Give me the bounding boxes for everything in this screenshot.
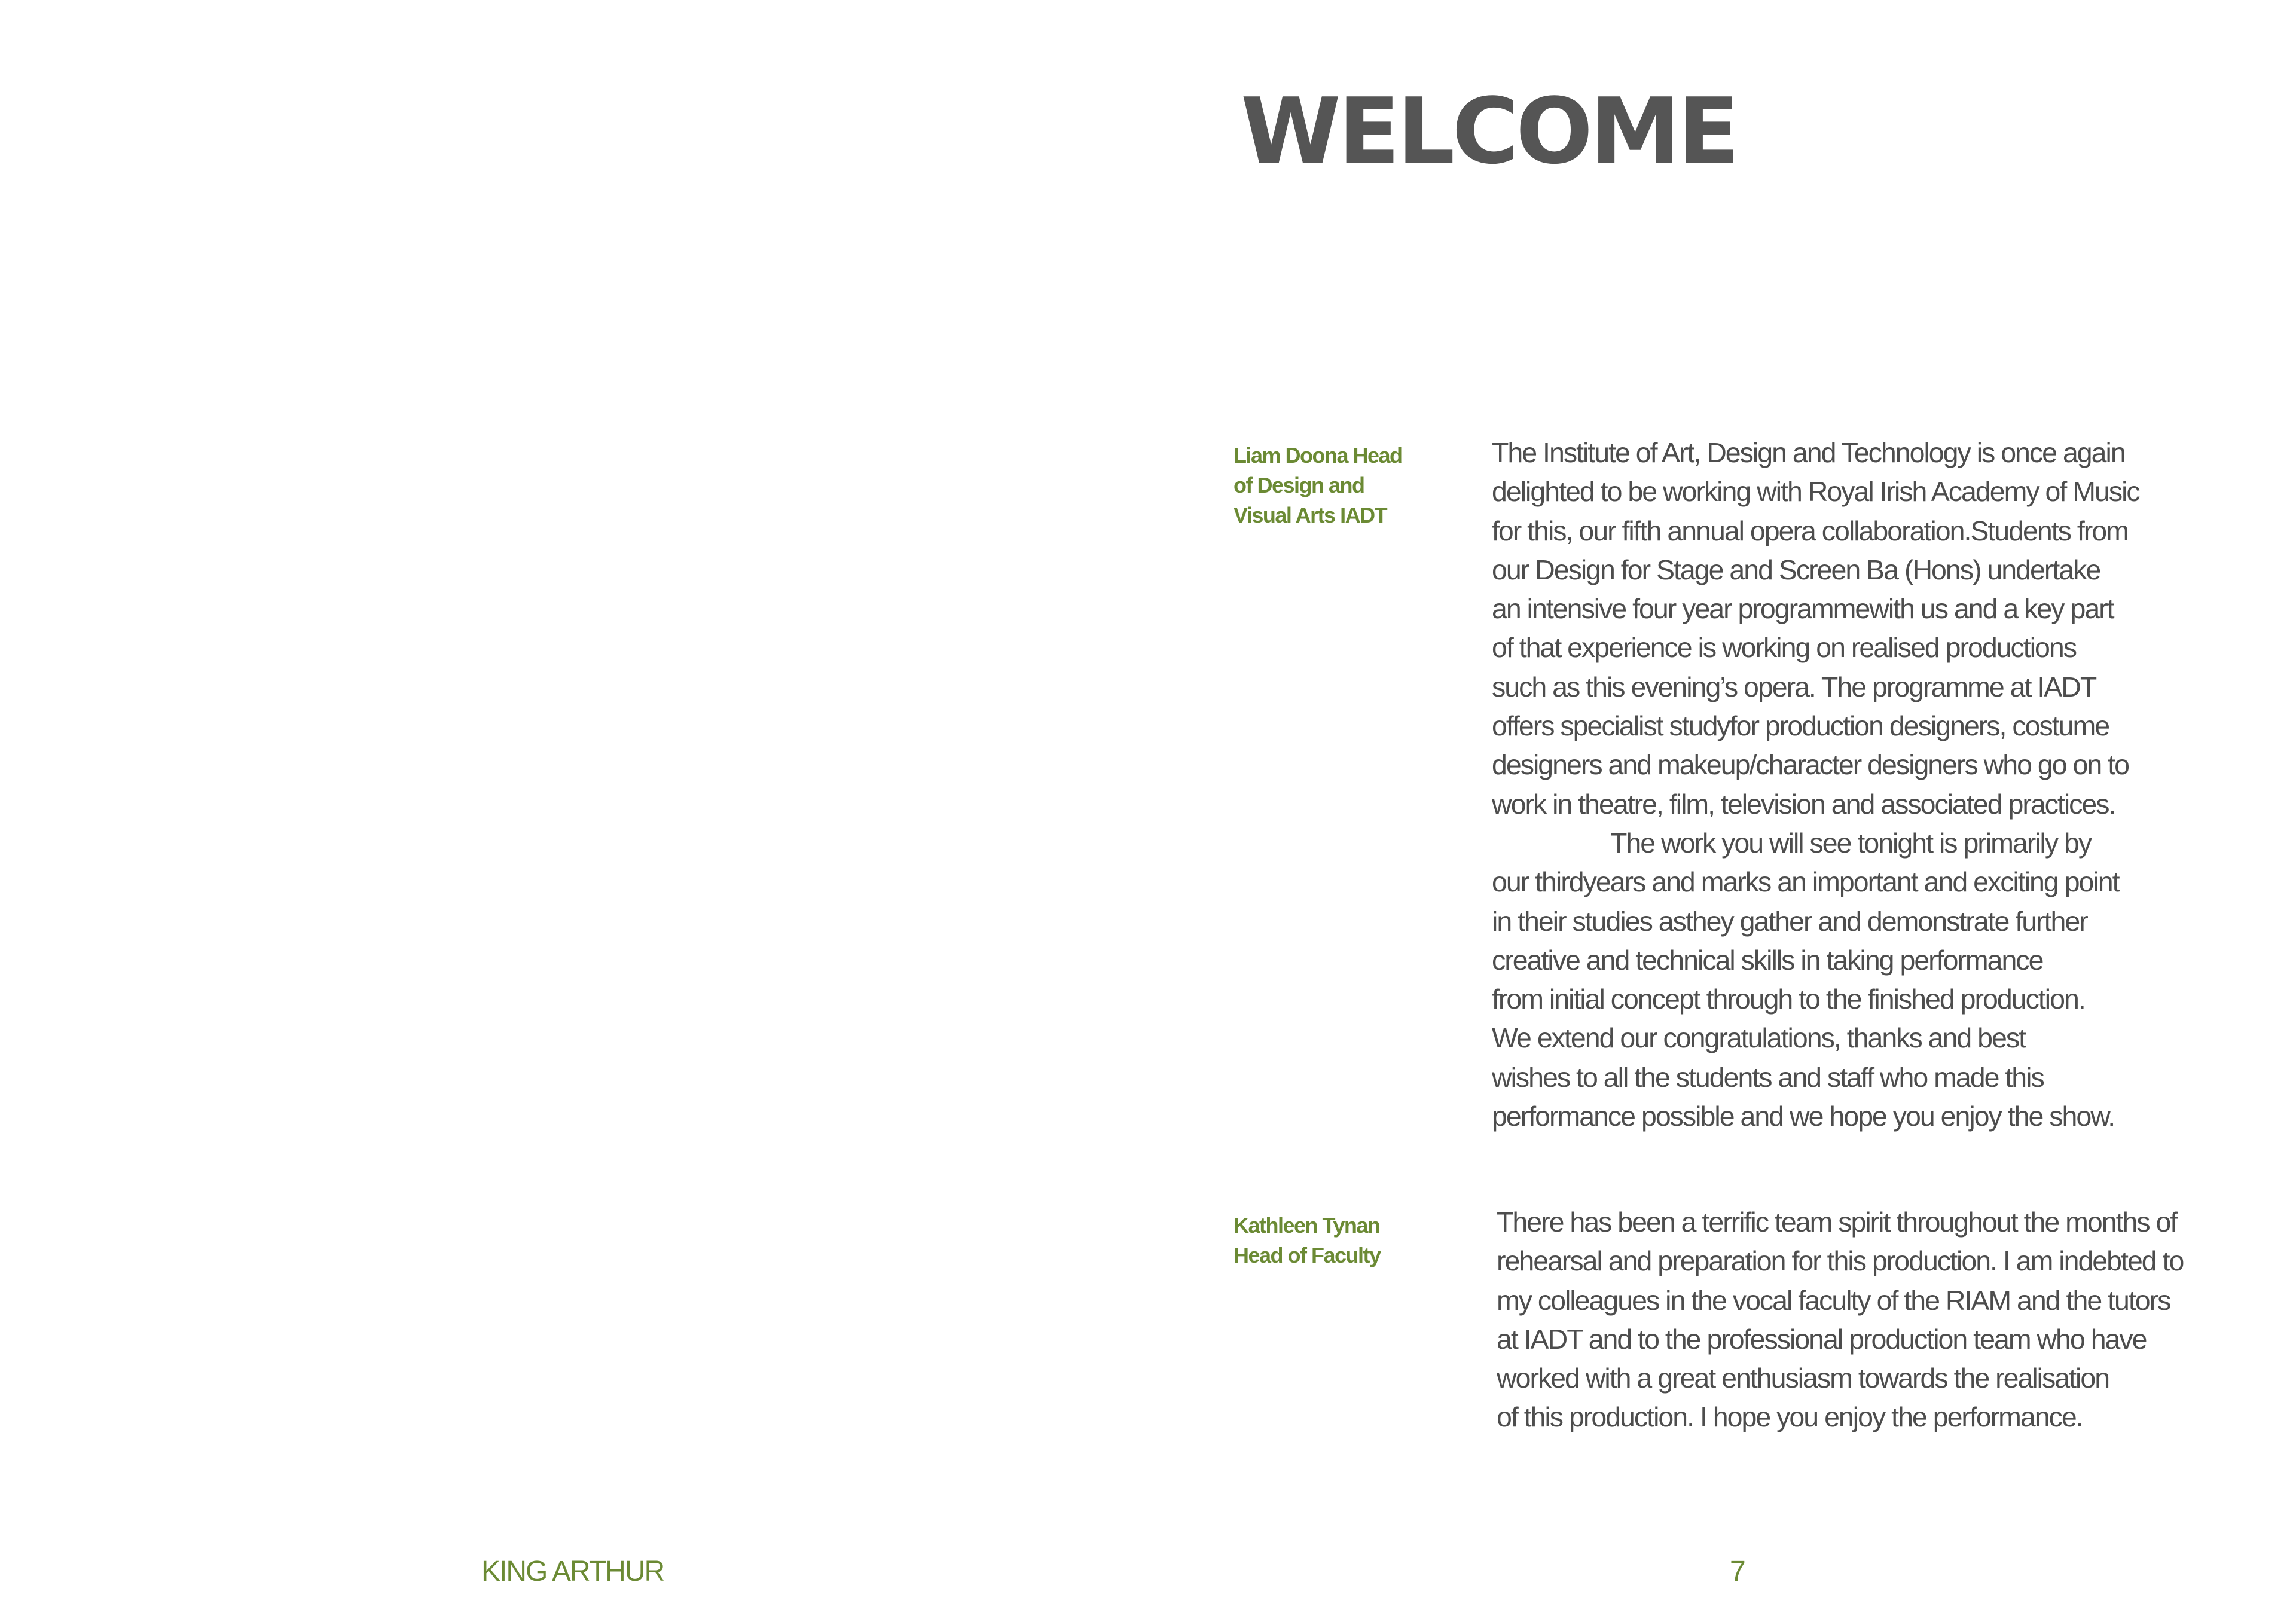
footer-production-title: KING ARTHUR bbox=[481, 1556, 664, 1587]
text-line: The work you will see tonight is primarily by bbox=[1610, 827, 2092, 859]
text-line: designers and makeup/character designers who go on to bbox=[1492, 749, 2129, 781]
text-line: from initial concept through to the finished production. bbox=[1492, 983, 2085, 1015]
author-credit-kathleen-tynan bbox=[1234, 1211, 1449, 1270]
welcome-paragraph-iadt bbox=[1492, 433, 2139, 1136]
text-line: at IADT and to the professional production team who have bbox=[1497, 1323, 2147, 1355]
text-line: worked with a great enthusiasm towards the realisation bbox=[1497, 1363, 2109, 1394]
welcome-paragraph-faculty bbox=[1497, 1203, 2183, 1437]
text-line: such as this evening’s opera. The programme at IADT bbox=[1492, 671, 2096, 702]
author-line: Kathleen Tynan bbox=[1234, 1213, 1380, 1238]
text-line: wishes to all the students and staff who made this bbox=[1492, 1061, 2044, 1093]
author-credit-liam-doona bbox=[1234, 441, 1449, 530]
author-line: Visual Arts IADT bbox=[1234, 503, 1387, 527]
text-line: The Institute of Art, Design and Technology is once again bbox=[1492, 437, 2125, 468]
text-line: delighted to be working with Royal Irish Academy of Music bbox=[1492, 476, 2139, 508]
text-line: for this, our fifth annual opera collaboration.Students from bbox=[1492, 515, 2128, 546]
text-line: our thirdyears and marks an important and exciting point bbox=[1492, 866, 2119, 898]
text-line: We extend our congratulations, thanks and best bbox=[1492, 1022, 2026, 1054]
author-line: of Design and bbox=[1234, 473, 1364, 497]
text-line: our Design for Stage and Screen Ba (Hons) undertake bbox=[1492, 554, 2100, 585]
text-line: performance possible and we hope you enjoy the show. bbox=[1492, 1101, 2115, 1132]
text-line: of this production. I hope you enjoy the performance. bbox=[1497, 1401, 2083, 1433]
author-line: Head of Faculty bbox=[1234, 1243, 1381, 1267]
text-line: offers specialist studyfor production designers, costume bbox=[1492, 710, 2109, 742]
text-line: my colleagues in the vocal faculty of the RIAM and the tutors bbox=[1497, 1284, 2170, 1316]
text-line: There has been a terrific team spirit throughout the months of bbox=[1497, 1206, 2177, 1238]
author-line: Liam Doona Head bbox=[1234, 443, 1402, 468]
text-line: of that experience is working on realised productions bbox=[1492, 632, 2077, 664]
text-line: in their studies asthey gather and demonstrate further bbox=[1492, 905, 2087, 937]
text-line: creative and technical skills in taking performance bbox=[1492, 944, 2043, 976]
text-line: an intensive four year programmewith us and a key part bbox=[1492, 593, 2114, 625]
text-line: rehearsal and preparation for this production. I am indebted to bbox=[1497, 1245, 2184, 1277]
text-line: work in theatre, film, television and associated practices. bbox=[1492, 788, 2115, 820]
page-number: 7 bbox=[1730, 1556, 1746, 1587]
page-title: WELCOME bbox=[1241, 78, 1737, 184]
